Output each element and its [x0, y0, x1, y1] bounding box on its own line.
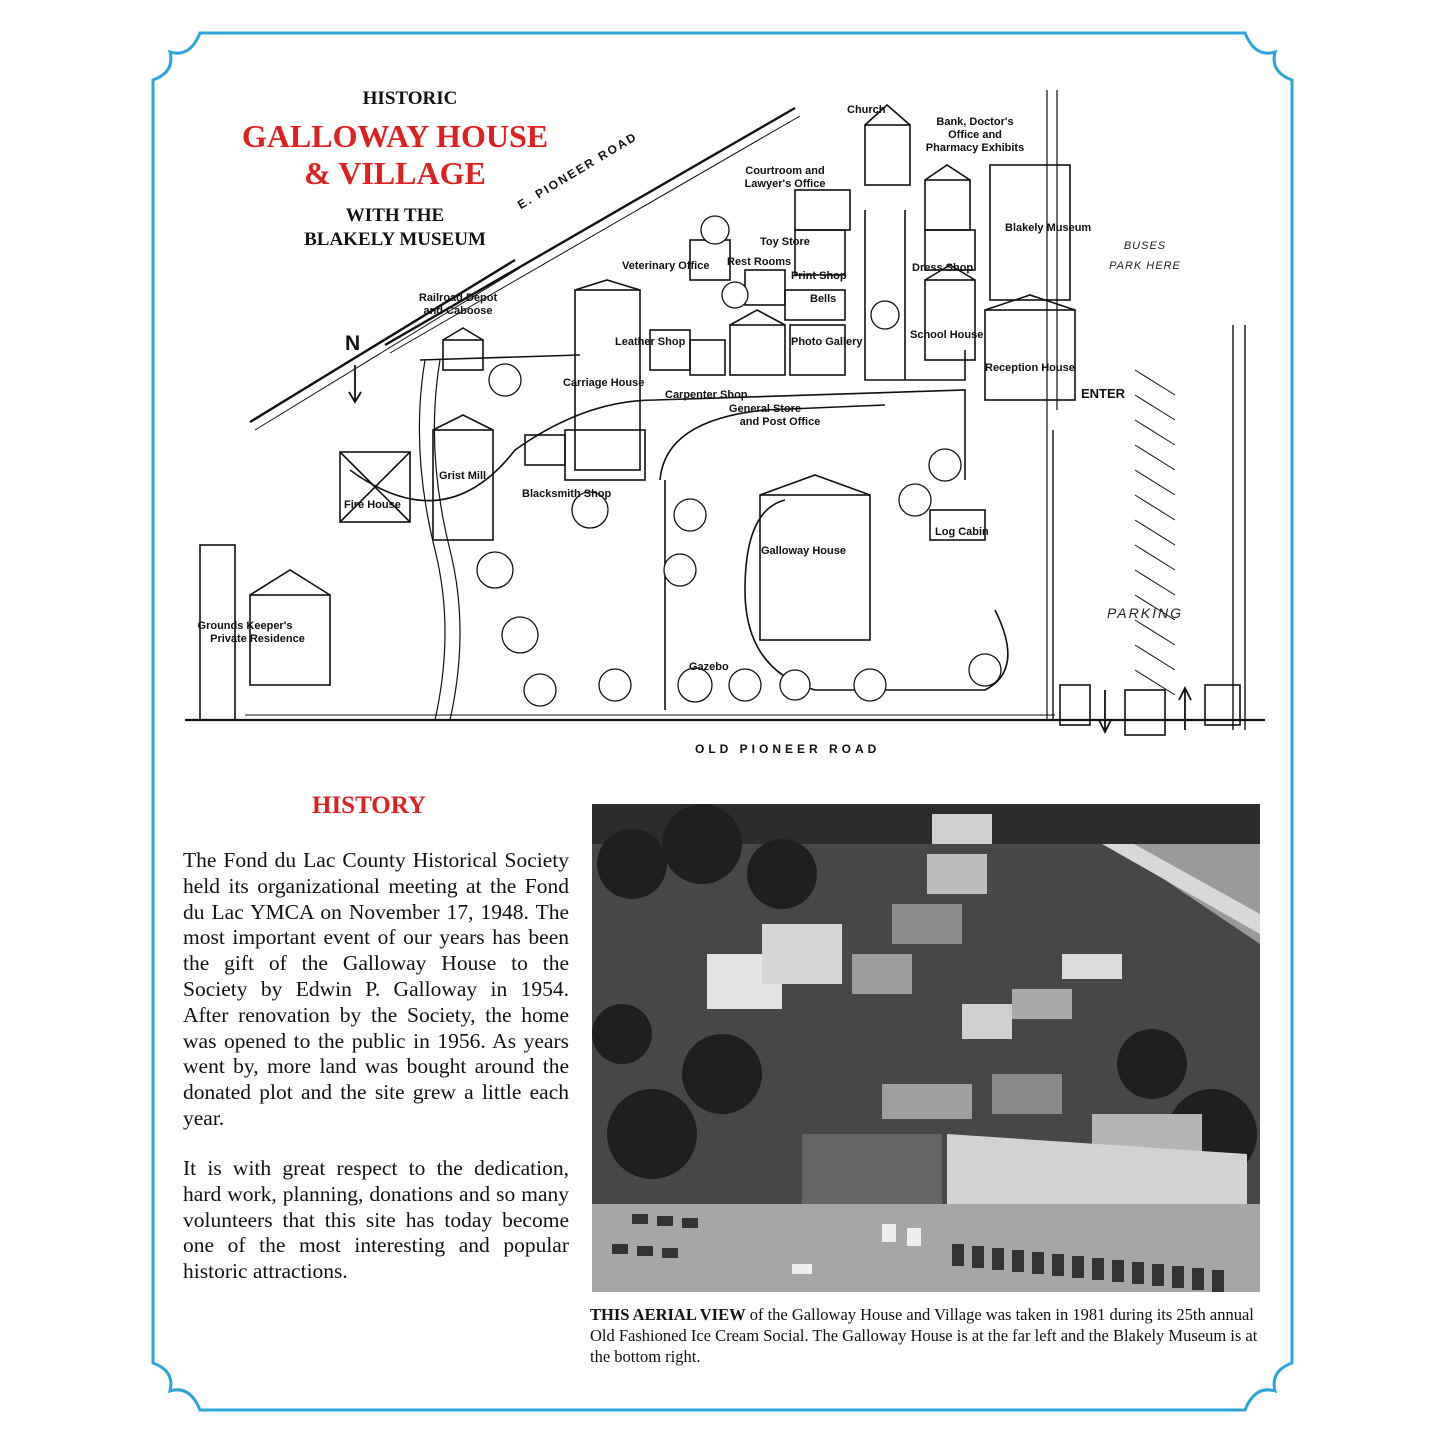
- label-buses-1: BUSES: [1123, 240, 1167, 252]
- label-bank-1: Bank, Doctor's: [936, 116, 1014, 128]
- label-print-shop: Print Shop: [791, 270, 847, 282]
- label-gazebo: Gazebo: [689, 661, 729, 673]
- history-paragraph-1: The Fond du Lac County Historical Society held its organizational meeting at the Fond du Lac YMCA on November 17, 1948. The most important event of our years has been the gift of the Galloway House to the Society by Edwin P. Galloway in 1954. After renovation by the Society, the home was opened to the public in 1956. As years went by, more land was bought around the donated plot and the site grew a little each year.: [183, 848, 569, 1130]
- label-bells: Bells: [810, 293, 837, 305]
- label-photo-gallery: Photo Gallery: [791, 336, 863, 348]
- map-title-with: WITH THE: [345, 205, 445, 226]
- aerial-photo: [592, 804, 1260, 1292]
- label-school-house: School House: [910, 329, 984, 341]
- label-leather-shop: Leather Shop: [615, 336, 686, 348]
- label-general-store-2: and Post Office: [739, 416, 821, 428]
- photo-caption-text: of the Galloway House and Village was taken in 1981 during its 25th annual Old Fashioned Ice Cream Social. The Galloway House is at the far left and the Blakely Museum is at the bottom right.: [590, 1305, 1258, 1366]
- label-grounds-keeper-2: Private Residence: [210, 633, 305, 645]
- map-title-main-1: GALLOWAY HOUSE: [241, 118, 549, 154]
- road-label-e-pioneer: E. PIONEER ROAD: [515, 129, 640, 213]
- photo-caption-lead: THIS AERIAL VIEW: [590, 1305, 746, 1324]
- label-blakely-museum: Blakely Museum: [1005, 222, 1092, 234]
- label-carriage-house: Carriage House: [563, 377, 645, 389]
- north-label: N: [345, 332, 361, 355]
- label-buses-2: PARK HERE: [1109, 260, 1181, 272]
- label-bank-3: Pharmacy Exhibits: [925, 142, 1025, 154]
- village-map: [185, 70, 1265, 770]
- label-courtroom-1: Courtroom and: [745, 165, 825, 177]
- label-reception-house: Reception House: [985, 362, 1075, 374]
- label-general-store-1: General Store: [728, 403, 802, 415]
- label-enter: ENTER: [1081, 386, 1126, 401]
- label-toy-store: Toy Store: [760, 236, 810, 248]
- label-blacksmith-shop: Blacksmith Shop: [522, 488, 612, 500]
- label-fire-house: Fire House: [344, 499, 401, 511]
- label-parking: PARKING: [1107, 605, 1183, 621]
- label-log-cabin: Log Cabin: [935, 526, 989, 538]
- map-title-historic: HISTORIC: [362, 88, 458, 109]
- label-church: Church: [847, 104, 886, 116]
- road-label-old-pioneer: OLD PIONEER ROAD: [695, 742, 881, 756]
- label-veterinary-office: Veterinary Office: [622, 260, 710, 272]
- label-grounds-keeper-1: Grounds Keeper's: [197, 620, 293, 632]
- label-railroad-depot-2: and Caboose: [423, 305, 493, 317]
- photo-caption: [590, 1304, 1262, 1367]
- label-bank-2: Office and: [948, 129, 1002, 141]
- map-title-main-2: & VILLAGE: [304, 155, 486, 191]
- aerial-photo-image: [592, 804, 1260, 1292]
- label-grist-mill: Grist Mill: [439, 470, 487, 482]
- label-dress-shop: Dress Shop: [912, 262, 974, 274]
- label-courtroom-2: Lawyer's Office: [744, 178, 826, 190]
- label-railroad-depot-1: Railroad Depot: [418, 292, 498, 304]
- map-title-blakely: BLAKELY MUSEUM: [304, 229, 486, 250]
- history-title: HISTORY: [312, 792, 426, 819]
- label-carpenter-shop: Carpenter Shop: [665, 389, 748, 401]
- label-galloway-house: Galloway House: [761, 545, 846, 557]
- label-rest-rooms: Rest Rooms: [727, 256, 792, 268]
- history-paragraph-2: It is with great respect to the dedication, hard work, planning, donations and so many volunteers that this site has today become one of the most interesting and popular historic attractions.: [183, 1156, 569, 1284]
